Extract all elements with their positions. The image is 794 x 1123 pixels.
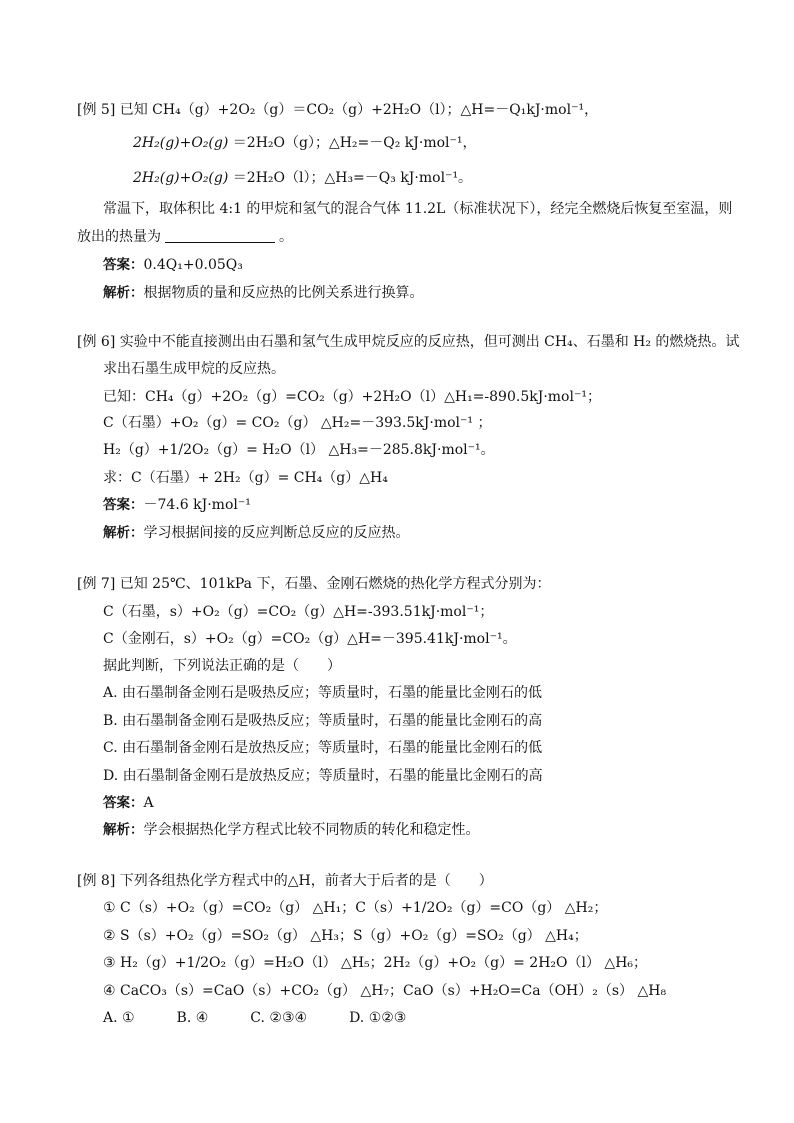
ex7-option-a: A. 由石墨制备金刚石是吸热反应；等质量时，石墨的能量比金刚石的低 — [103, 685, 543, 701]
ex6-known-equation2: C（石墨）+O₂（g）= CO₂（g） △H₂=－393.5kJ·mol⁻¹ ； — [103, 415, 492, 431]
ex6-known-equation1: 已知：CH₄（g）+2O₂（g）=CO₂（g）+2H₂O（l）△H₁=-890.5kJ·mol⁻¹； — [103, 389, 601, 405]
ex7-analysis — [103, 821, 480, 839]
answer-label: 答案： — [103, 795, 144, 811]
ex6-ask: 求：C（石墨）+ 2H₂（g）= CH₄（g）△H₄ — [103, 470, 388, 486]
ex5-equation3-rhs: ＝2H₂O（l）；△H₃=－Q₃ kJ·mol⁻¹。 — [232, 170, 473, 186]
analysis-value: 学习根据间接的反应判断总反应的反应热。 — [143, 525, 410, 541]
ex7-question-line1: [例 7] 已知 25℃、101kPa 下，石墨、金刚石燃烧的热化学方程式分别为： — [77, 576, 551, 592]
analysis-label: 解析： — [103, 285, 144, 301]
ex5-equation2-rhs: ＝2H₂O（g）；△H₂=－Q₂ kJ·mol⁻¹， — [232, 135, 477, 151]
ex5-equation2 — [133, 134, 477, 152]
ex7-equation2: C（金刚石，s）+O₂（g）=CO₂（g）△H=－395.41kJ·mol⁻¹。 — [103, 631, 517, 647]
ex7-option-c: C. 由石墨制备金刚石是放热反应；等质量时，石墨的能量比金刚石的低 — [103, 740, 543, 756]
ex5-equation2-lhs: 2H₂(g)+O₂(g) — [133, 135, 229, 151]
answer-label: 答案： — [103, 257, 144, 273]
ex6-answer — [103, 496, 251, 514]
ex7-answer — [103, 794, 154, 812]
ex7-equation1: C（石墨，s）+O₂（g）=CO₂（g）△H=-393.51kJ·mol⁻¹； — [103, 604, 494, 620]
ex8-choices: A. ① B. ④ C. ②③④ D. ①②③ — [103, 1010, 407, 1026]
answer-value: －74.6 kJ·mol⁻¹ — [143, 497, 251, 513]
ex8-item-1: ① C（s）+O₂（g）=CO₂（g） △H₁；C（s）+1/2O₂（g）=CO（g） △H₂； — [103, 900, 608, 916]
answer-value: 0.4Q₁+0.05Q₃ — [143, 257, 243, 273]
ex5-analysis — [103, 284, 424, 302]
ex5-answer — [103, 256, 243, 274]
ex7-option-d: D. 由石墨制备金刚石是放热反应；等质量时，石墨的能量比金刚石的高 — [103, 768, 543, 784]
ex5-body-line1: 常温下，取体积比 4:1 的甲烷和氢气的混合气体 11.2L（标准状况下），经完全燃烧后恢复至室温，则 — [103, 201, 733, 217]
answer-label: 答案： — [103, 497, 144, 513]
ex6-analysis — [103, 524, 410, 542]
analysis-label: 解析： — [103, 822, 144, 838]
ex5-equation3 — [133, 169, 472, 187]
ex7-option-b: B. 由石墨制备金刚石是吸热反应；等质量时，石墨的能量比金刚石的高 — [103, 713, 543, 729]
ex6-question-line1: [例 6] 实验中不能直接测出由石墨和氢气生成甲烷反应的反应热，但可测出 CH₄、石墨和 H₂ 的燃烧热。试 — [77, 334, 740, 350]
answer-value: A — [143, 795, 154, 811]
answer-blank — [165, 228, 275, 243]
ex8-item-2: ② S（s）+O₂（g）=SO₂（g） △H₃；S（g）+O₂（g）=SO₂（g） △H₄； — [103, 928, 588, 944]
ex5-equation3-lhs: 2H₂(g)+O₂(g) — [133, 170, 229, 186]
ex8-item-3: ③ H₂（g）+1/2O₂（g）=H₂O（l） △H₅；2H₂（g）+O₂（g）= 2H₂O（l） △H₆； — [103, 955, 648, 971]
ex5-body-line2-end: 。 — [279, 229, 293, 245]
analysis-value: 根据物质的量和反应热的比例关系进行换算。 — [143, 285, 424, 301]
analysis-label: 解析： — [103, 525, 144, 541]
ex8-question-line1: [例 8] 下列各组热化学方程式中的△H，前者大于后者的是（ ） — [77, 873, 493, 889]
ex6-question-line2: 求出石墨生成甲烷的反应热。 — [103, 361, 285, 377]
ex5-body-line2-text: 放出的热量为 — [77, 229, 161, 245]
ex8-item-4: ④ CaCO₃（s）=CaO（s）+CO₂（g） △H₇；CaO（s）+H₂O=Ca（OH）₂（s） △H₈ — [103, 983, 667, 999]
analysis-value: 学会根据热化学方程式比较不同物质的转化和稳定性。 — [143, 822, 480, 838]
ex5-body-line2 — [77, 228, 293, 246]
ex6-known-equation3: H₂（g）+1/2O₂（g）= H₂O（l） △H₃=－285.8kJ·mol⁻¹。 — [103, 442, 495, 458]
ex5-question-line1: [例 5] 已知 CH₄（g）+2O₂（g）＝CO₂（g）+2H₂O（l）；△H=－Q₁kJ·mol⁻¹， — [77, 102, 599, 118]
ex7-prompt: 据此判断，下列说法正确的是（ ） — [103, 658, 341, 674]
